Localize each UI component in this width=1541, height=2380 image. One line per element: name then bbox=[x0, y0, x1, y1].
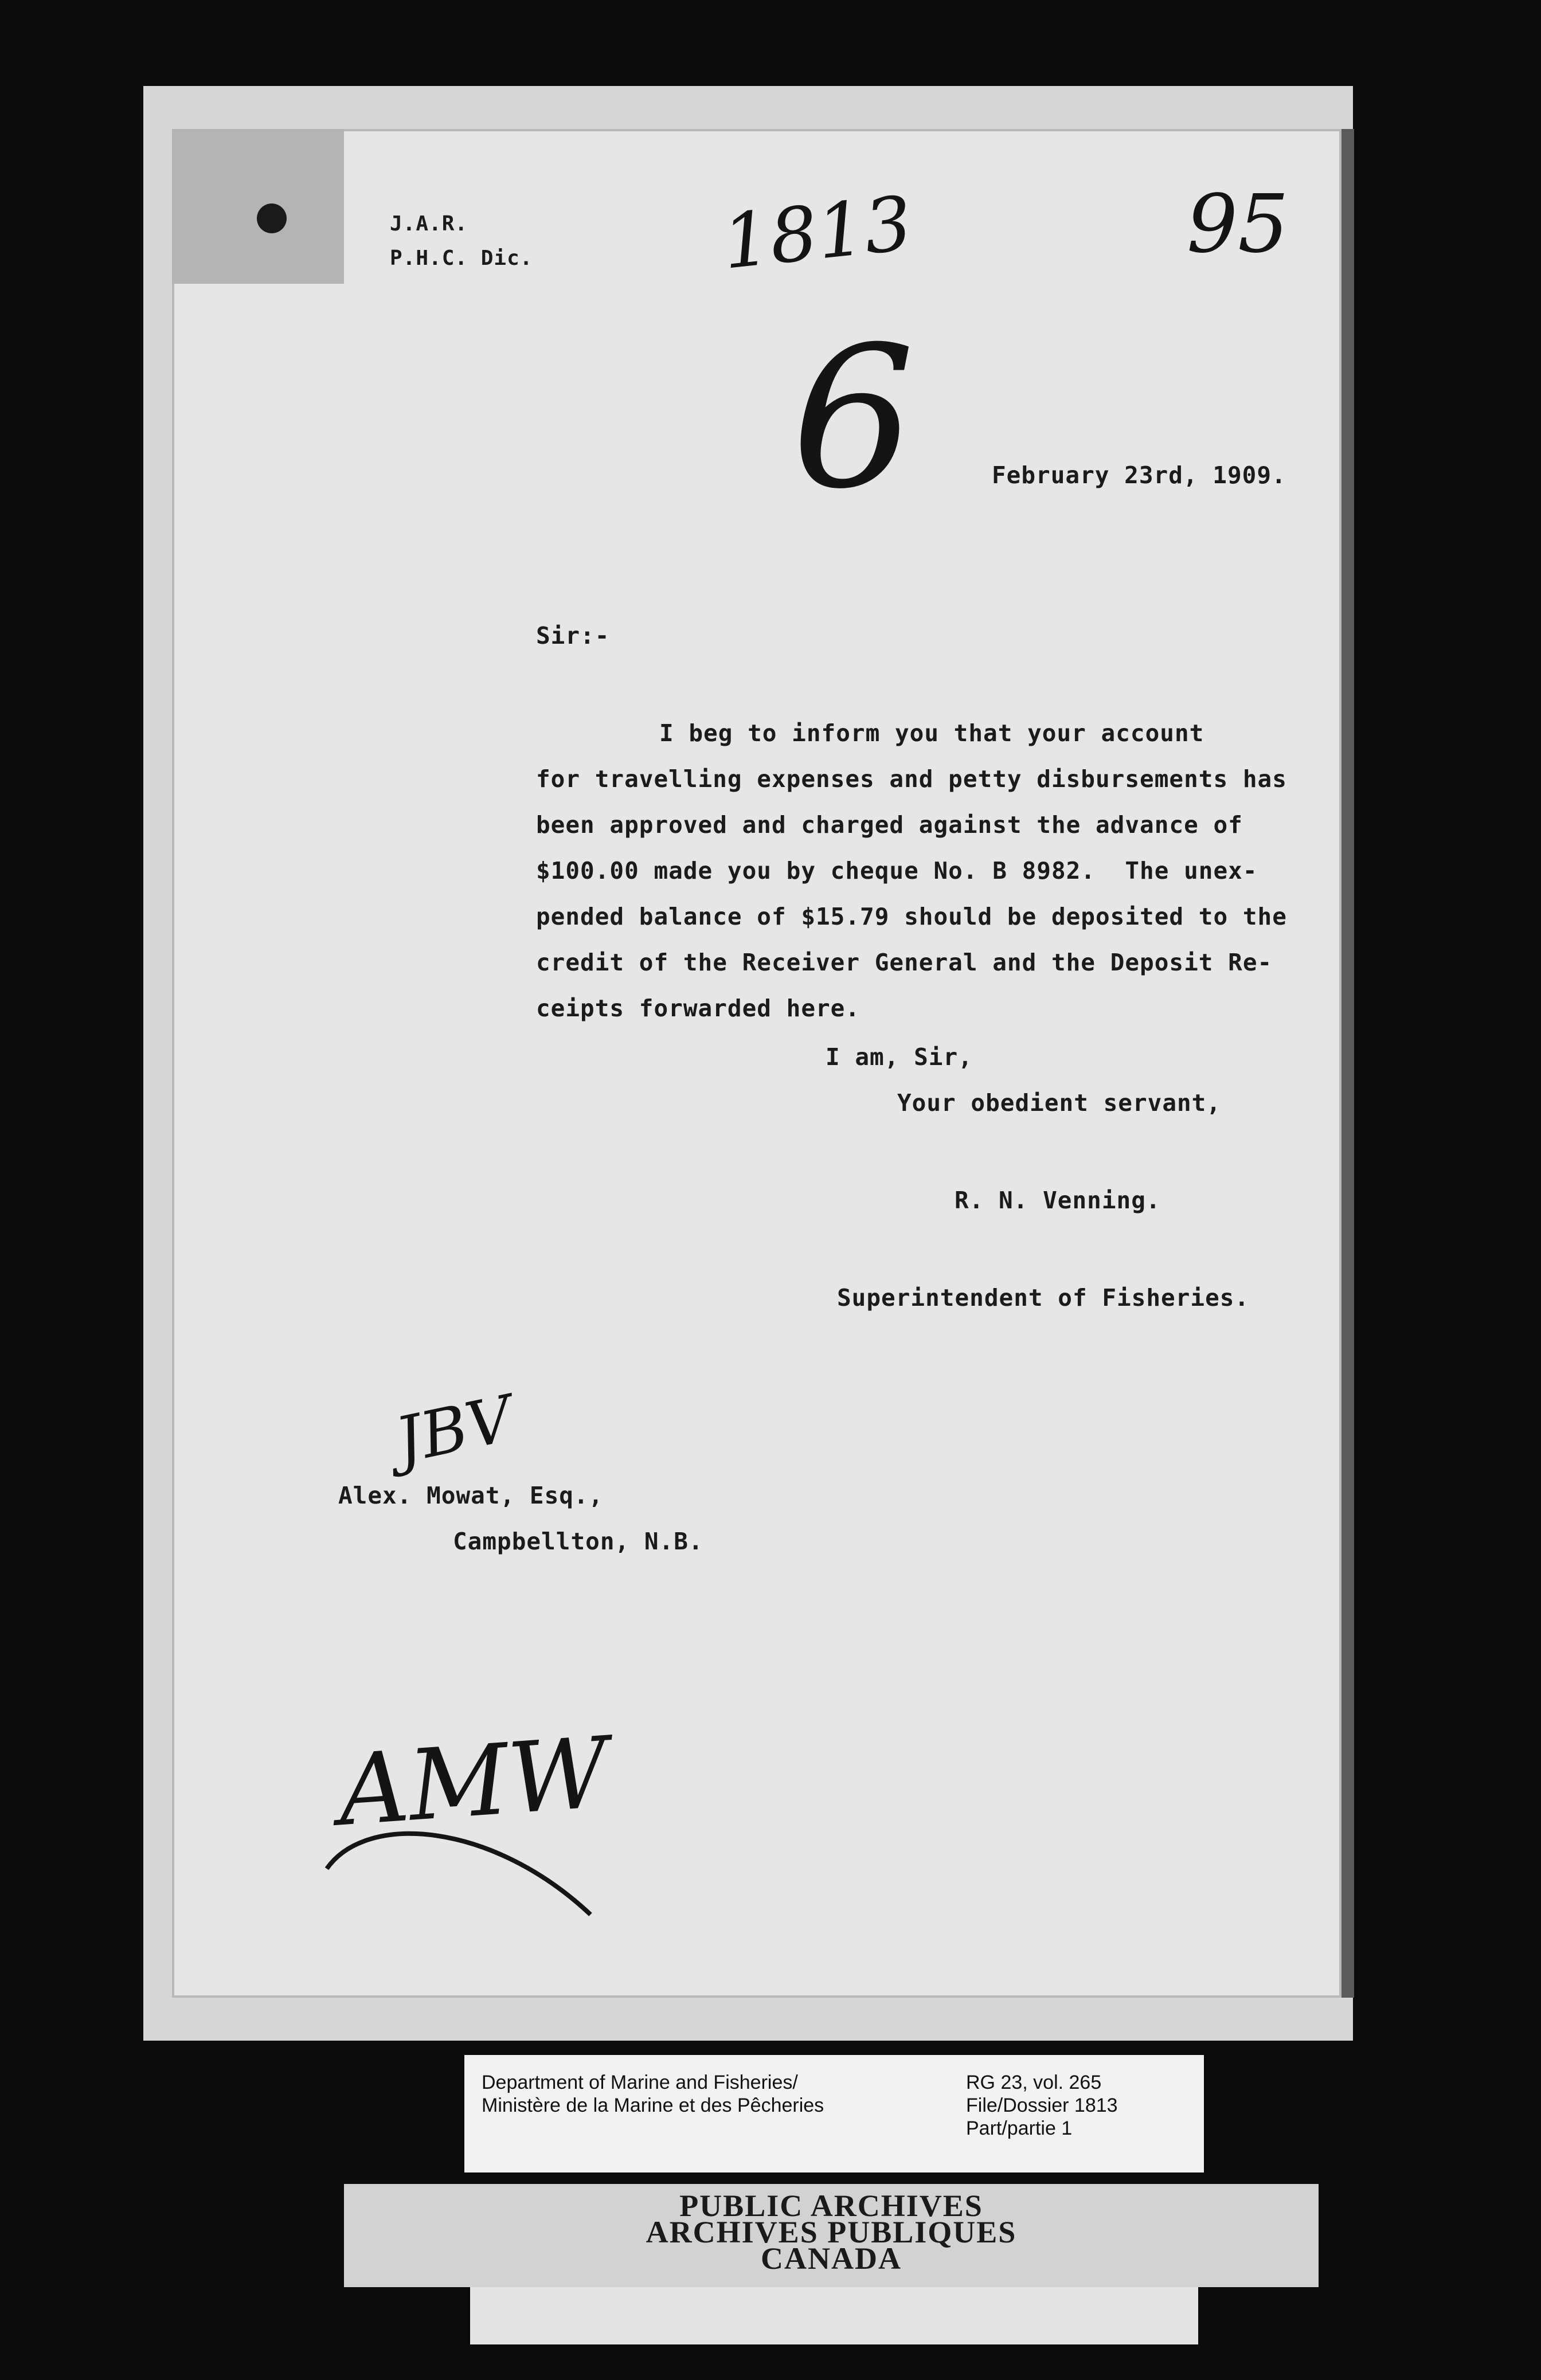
signer-name: R. N. Venning. bbox=[955, 1187, 1161, 1214]
archive-strip-bottom bbox=[470, 2287, 1198, 2344]
stamp-line-2: ARCHIVES PUBLIQUES bbox=[646, 2215, 1017, 2249]
reference-initials-2: P.H.C. Dic. bbox=[390, 246, 533, 270]
punch-hole bbox=[257, 203, 287, 233]
label-reference-1: RG 23, vol. 265 bbox=[966, 2072, 1102, 2093]
label-department-en: Department of Marine and Fisheries/ bbox=[482, 2072, 798, 2093]
body-line-4: $100.00 made you by cheque No. B 8982. The unex- bbox=[536, 857, 1258, 884]
body-line-7: ceipts forwarded here. bbox=[536, 995, 861, 1022]
archive-stamp bbox=[476, 2189, 1187, 2276]
stamp-line-3: CANADA bbox=[761, 2241, 902, 2276]
letter-page bbox=[172, 129, 1341, 1998]
label-department-fr: Ministère de la Marine et des Pêcheries bbox=[482, 2095, 824, 2116]
body-line-5: pended balance of $15.79 should be deposited to the bbox=[536, 903, 1287, 930]
signature-initials: AMW bbox=[334, 1716, 612, 1849]
label-reference-3: Part/partie 1 bbox=[966, 2117, 1073, 2139]
sheet-edge bbox=[1341, 129, 1354, 1998]
closing-line-2: Your obedient servant, bbox=[897, 1089, 1222, 1117]
stamp-line-1: PUBLIC ARCHIVES bbox=[679, 2189, 983, 2223]
body-line-1: I beg to inform you that your account bbox=[659, 719, 1204, 747]
addressee-name: Alex. Mowat, Esq., bbox=[338, 1482, 604, 1509]
label-reference-2: File/Dossier 1813 bbox=[966, 2095, 1118, 2116]
handwritten-initials: JBV bbox=[389, 1381, 519, 1478]
body-line-2: for travelling expenses and petty disbursements has bbox=[536, 765, 1287, 793]
corner-patch bbox=[172, 129, 344, 284]
addressee-place: Campbellton, N.B. bbox=[453, 1528, 703, 1555]
signature-flourish bbox=[321, 1800, 619, 1937]
salutation: Sir:- bbox=[536, 622, 610, 649]
archive-label bbox=[464, 2055, 1204, 2172]
body-line-3: been approved and charged against the advance of bbox=[536, 811, 1243, 839]
handwritten-margin-mark: 6 bbox=[791, 305, 916, 532]
body-line-6: credit of the Receiver General and the Deposit Re- bbox=[536, 949, 1273, 976]
reference-initials-1: J.A.R. bbox=[390, 212, 468, 236]
handwritten-page-number: 95 bbox=[1187, 178, 1289, 271]
handwritten-file-number: 1813 bbox=[718, 179, 916, 286]
closing-line-1: I am, Sir, bbox=[826, 1043, 973, 1071]
signer-title: Superintendent of Fisheries. bbox=[837, 1284, 1250, 1312]
letter-date: February 23rd, 1909. bbox=[992, 461, 1286, 489]
